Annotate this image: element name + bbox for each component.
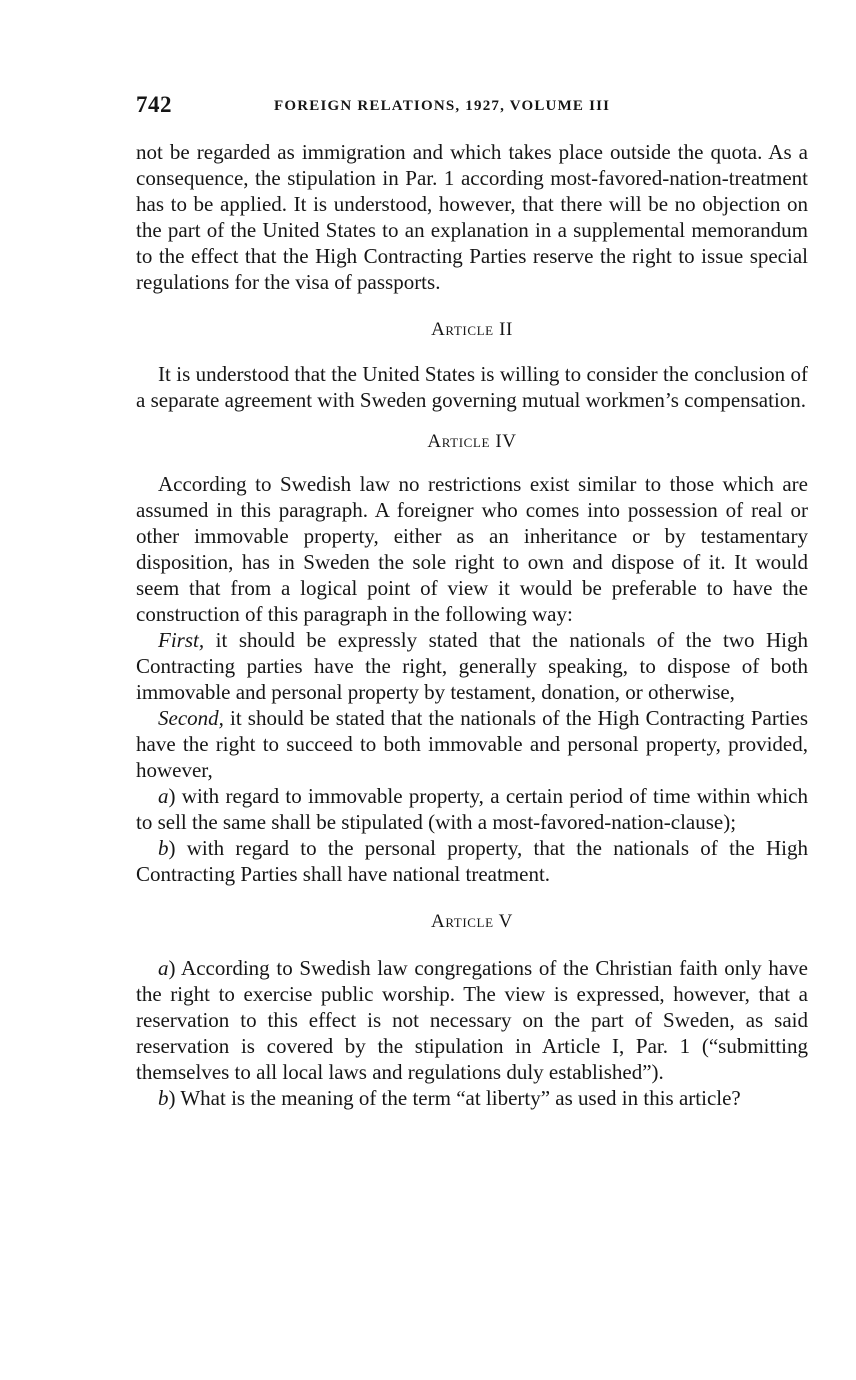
page-number: 742 (136, 92, 172, 117)
paragraph-article-v-b (136, 1085, 808, 1111)
article-numeral: IV (495, 431, 517, 452)
item-letter: a (158, 956, 169, 980)
lead-word: First, (158, 628, 205, 652)
article-word: Article (427, 431, 491, 452)
paragraph-item-b (136, 835, 808, 887)
article-v-heading (136, 909, 808, 935)
paragraph-article-iv: According to Swedish law no restrictions exist similar to those which are assumed in this paragraph. A foreigner who comes into possession of real or other immovable property, either as an inheritance or by testamentary disposition, has in Sweden the sole right to own and dispose of it. It would seem that from a logical point of view it would be preferable to have the construction of this paragraph in the following way: (136, 472, 808, 626)
article-word: Article (431, 319, 494, 340)
paragraph-text: ) What is the meaning of the term “at liberty” as used in this article? (168, 1086, 741, 1110)
paragraph-continuation: not be regarded as immigration and which takes place outside the quota. As a consequence, the stipulation in Par. 1 according most-favored-nation-treatment has to be applied. It is understood, however, that there will be no objection on the part of the United States to an explanation in a supplemental memorandum to the effect that the High Contracting Parties reserve the right to issue special regulations for the visa of passports. (136, 140, 808, 294)
running-head: FOREIGN RELATIONS, 1927, VOLUME III (274, 98, 611, 114)
body-text (136, 139, 808, 1111)
paragraph-first (136, 627, 808, 705)
article-ii-heading (136, 317, 808, 343)
article-numeral: II (499, 319, 513, 340)
paragraph-text: ) with regard to immovable property, a certain period of time within which to sell the same shall be stipulated (with a most-favored-nation-clause); (136, 784, 808, 834)
page-header (136, 92, 808, 122)
paragraph-article-v-a (136, 955, 808, 1085)
paragraph-text: it should be expressly stated that the nationals of the two High Contracting parties have the right, generally speaking, to dispose of both immovable and personal property by testament, donation, or otherwise, (136, 628, 808, 704)
paragraph-text: ) with regard to the personal property, that the nationals of the High Contracting Parties shall have national treatment. (136, 836, 808, 886)
item-letter: a (158, 784, 169, 808)
paragraph-article-ii: It is understood that the United States is willing to consider the conclusion of a separate agreement with Sweden governing mutual workmen’s compensation. (136, 362, 808, 412)
paragraph-item-a (136, 783, 808, 835)
article-iv-heading (136, 429, 808, 455)
article-numeral: V (498, 911, 513, 932)
lead-word: Second, (158, 706, 224, 730)
paragraph-text: ) According to Swedish law congregations of the Christian faith only have the right to exercise public worship. The view is expressed, however, that a reservation to this effect is not necessary on the part of Sweden, as said reservation is covered by the stipulation in Article I, Par. 1 (“submitting themselves to all local laws and regulations duly established”). (136, 956, 808, 1084)
paragraph-second (136, 705, 808, 783)
item-letter: b (158, 836, 169, 860)
paragraph-text: it should be stated that the nationals of the High Contracting Parties have the right to succeed to both immovable and personal property, provided, however, (136, 706, 808, 782)
article-word: Article (431, 911, 494, 932)
item-letter: b (158, 1086, 169, 1110)
